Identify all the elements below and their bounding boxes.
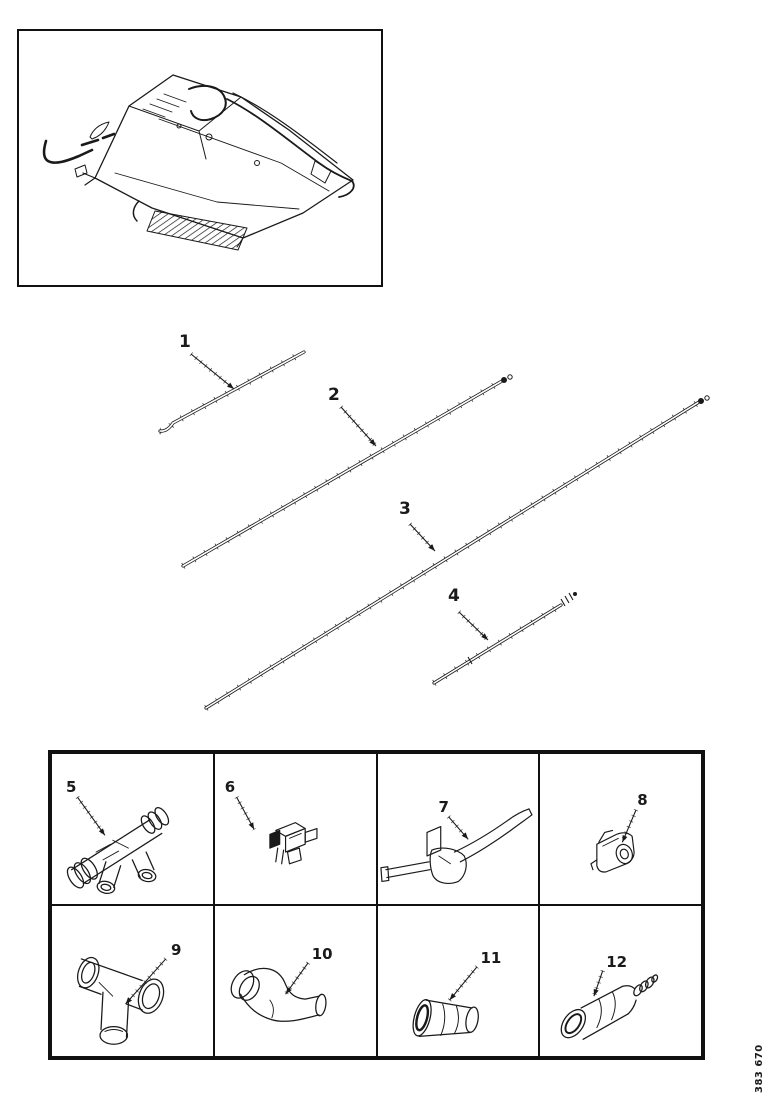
part-cell-12 [539,905,702,1057]
callout-label-1: 1 [179,332,191,352]
part-12-drawing [540,906,701,1056]
part-leader-8 [623,810,637,842]
parts-grid [48,750,705,1060]
part-8-drawing [540,754,701,904]
callout-leader-4 [459,612,488,640]
callout-leader-2 [341,407,376,446]
part-leader-5 [77,797,104,835]
part-11-drawing [378,906,539,1056]
part-leader-11 [449,967,476,1000]
part-cell-7 [377,753,540,905]
part-6-drawing [215,754,376,904]
part-cell-8 [539,753,702,905]
callout-label-3: 3 [399,499,411,519]
part-label-6: 6 [224,778,236,796]
part-7-drawing [378,754,539,904]
callout-label-4: 4 [448,586,460,606]
part-label-7: 7 [438,798,449,816]
drawing-number: 383 670 [754,1044,765,1093]
part-label-9: 9 [171,941,182,959]
part-label-5: 5 [66,778,77,796]
tube-3 [206,396,709,708]
callout-label-2: 2 [328,385,340,405]
part-leader-7 [448,817,468,840]
part-cell-11 [377,905,540,1057]
part-label-8: 8 [637,791,648,809]
part-label-10: 10 [311,945,333,963]
tube-2 [183,375,512,566]
part-label-12: 12 [606,953,628,971]
callout-leader-1 [191,354,234,389]
part-leader-12 [594,971,603,996]
part-leader-10 [285,963,308,994]
tube-1 [160,352,304,431]
part-label-11: 11 [480,949,502,967]
part-cell-5 [51,753,214,905]
part-cell-10 [214,905,377,1057]
callout-leader-3 [410,524,435,551]
part-9-drawing [52,906,213,1056]
part-10-drawing [215,906,376,1056]
part-leader-6 [236,797,254,829]
part-cell-9 [51,905,214,1057]
part-5-drawing [52,754,213,904]
part-cell-6 [214,753,377,905]
